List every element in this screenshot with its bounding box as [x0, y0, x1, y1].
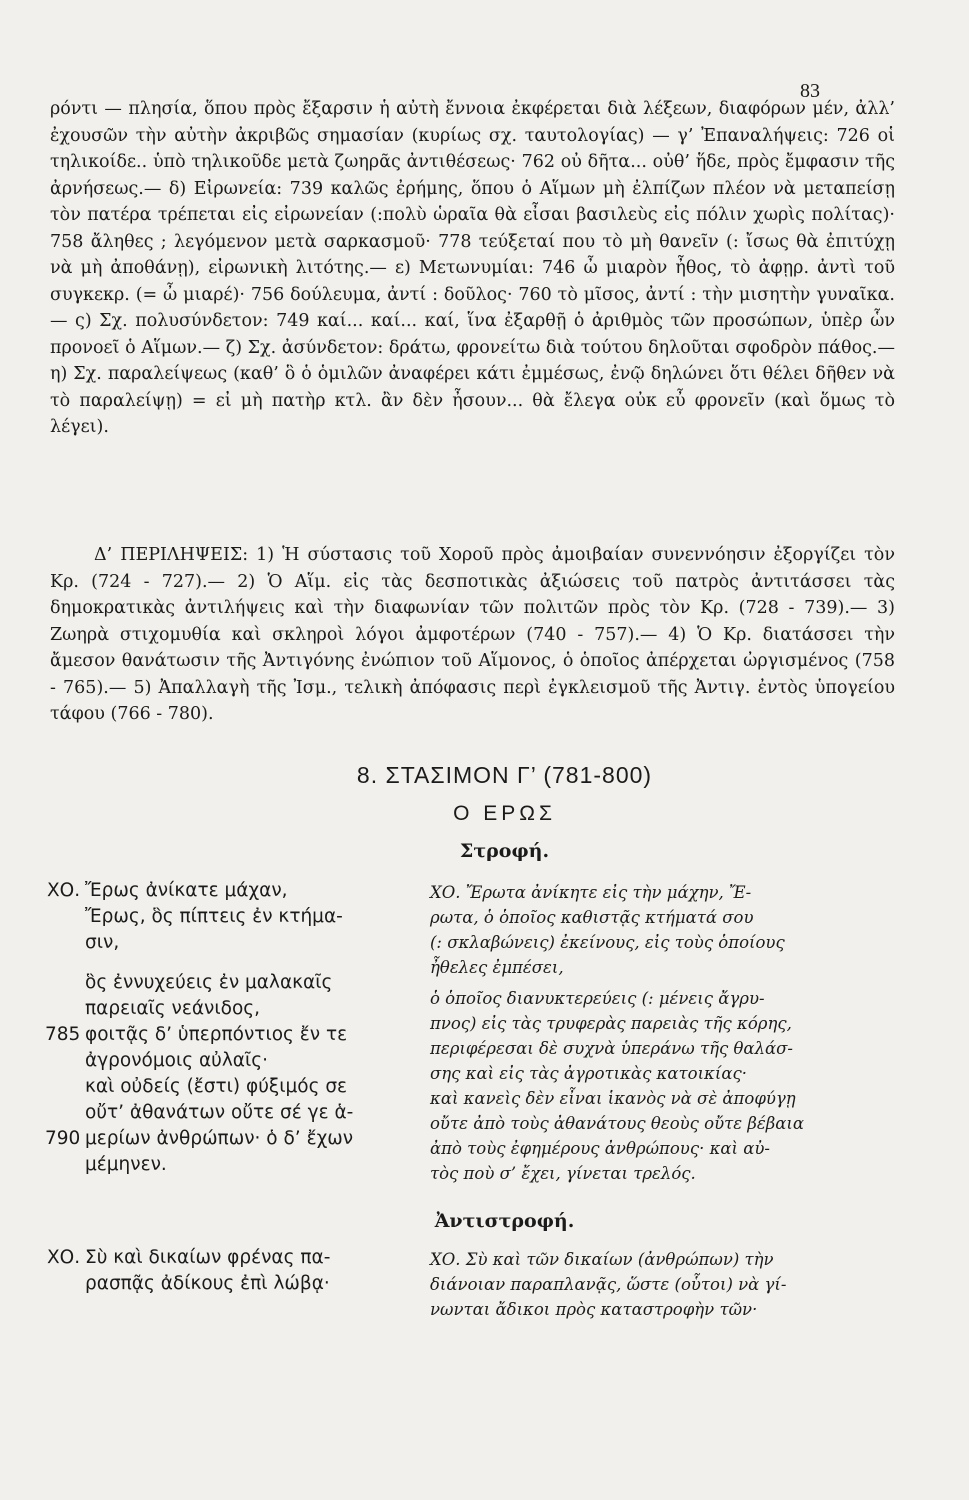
greek-line: ἀγρονόμοις αὐλαῖς·: [85, 1050, 268, 1071]
greek-line: φοιτᾷς δ’ ὑπερπόντιος ἔν τε: [85, 1024, 348, 1045]
translation-line: Ἔρωτα ἀνίκητε εἰς τὴν μάχην, Ἔ-: [465, 883, 752, 902]
translation-line: τὸς ποὺ σ’ ἔχει, γίνεται τρελός.: [430, 1164, 696, 1183]
speaker-label: ΧΟ.: [47, 880, 81, 901]
line-number: 785: [45, 1024, 81, 1045]
translation-line: ἦθελες ἐμπέσει,: [430, 958, 564, 977]
stasimon-title: 8. ΣΤΑΣΙΜΟΝ Γ’ (781-800): [356, 762, 653, 788]
strophe-translation: [430, 880, 830, 1186]
greek-line: μέμηνεν.: [85, 1154, 167, 1175]
antistrophe-greek-text: [47, 1245, 415, 1297]
translation-speaker: ΧΟ.: [430, 1250, 461, 1269]
commentary-text: ρόντι — πλησία, ὅπου πρὸς ἔξαρσιν ἡ αὐτὴ ἔννοια ἐκφέρεται διὰ λέξεων, διαφόρων μέν, ἀλλ’ ἐχουσῶν τὴν αὐτὴν ἀκριβῶς σημασίαν (κυρίως σχ. ταυτολογίας) — γ’ Ἐπαναλήψεις: 726 οἱ τηλικοίδε.. ὑπὸ τηλικοῦδε μετὰ ζωηρᾶς ἀντιθέσεως· 762 οὐ δῆτα... οὐθ’ ἥδε, πρὸς ἔμφασιν τῆς ἀρνήσεως.— δ) Εἰρωνεία: 739 καλῶς ἐρήμης, ὅπου ὁ Αἵμων μὴ ἐλπίζων πλέον νὰ μεταπείσῃ τὸν πατέρα τρέπεται εἰς εἰρωνείαν (:πολὺ ὡραῖα θὰ εἶσαι βασιλεὺς εἰς πόλιν χωρὶς πολίτας)· 758 ἄληθες ; λεγόμενον μετὰ σαρκασμοῦ· 778 τεύξεταί που τὸ μὴ θανεῖν (: ἴσως θὰ ἐπιτύχῃ νὰ μὴ ἀποθάνῃ), εἰρωνικὴ λιτότης.— ε) Μετωνυμίαι: 746 ὦ μιαρὸν ἦθος, τὸ ἀφῃρ. ἀντὶ τοῦ συγκεκρ. (= ὦ μιαρέ)· 756 δούλευμα, ἀντί : δοῦλος· 760 τὸ μῖσος, ἀντί : τὴν μισητὴν γυναῖκα.— ς) Σχ. πολυσύνδετον: 749 καί... καί... καί, ἵνα ἐξαρθῇ ὁ ἀριθμὸς τῶν προσώπων, ὑπὲρ ὧν προνοεῖ ὁ Αἵμων.— ζ) Σχ. ἀσύνδετον: δράτω, φρονείτω διὰ τούτου δηλοῦται σφοδρὸν πάθος.— η) Σχ. παραλείψεως (καθ’ ὃ ὁ ὁμιλῶν ἀναφέρει κάτι ἐμμέσως, ἐνῷ δηλώνει ὅτι θέλει δῆθεν νὰ τὸ παραλείψῃ) = εἰ μὴ πατὴρ κτλ. ἂν δὲν ἦσουν... θὰ ἔλεγα οὐκ εὖ φρονεῖν (καὶ ὅμως τὸ λέγει).: [50, 99, 895, 437]
translation-line: ὁ ὁποῖος διανυκτερεύεις (: μένεις ἄγρυ-: [430, 989, 765, 1008]
summary-paragraph: Δ’ ΠΕΡΙΛΗΨΕΙΣ: 1) Ἡ σύστασις τοῦ Χοροῦ πρὸς ἀμοιβαίαν συνεννόησιν ἐξοργίζει τὸν Κρ. (724 - 727).— 2) Ὁ Αἵμ. εἰς τὰς δεσποτικὰς ἀξιώσεις τοῦ πατρὸς ἀντιτάσσει τὰς δημοκρατικὰς ἀντιλήψεις καὶ τὴν διαφωνίαν τῶν πολιτῶν πρὸς τὸν Κρ. (728 - 739).— 3) Ζωηρὰ στιχομυθία καὶ σκληροὶ λόγοι ἀμφοτέρων (740 - 757).— 4) Ὁ Κρ. διατάσσει τὴν ἄμεσον θανάτωσιν τῆς Ἀντιγόνης ἐνώπιον τοῦ Αἵμονος, ὁ ὁποῖος ἀπέρχεται ὠργισμένος (758 - 765).— 5) Ἀπαλλαγὴ τῆς Ἰσμ., τελικὴ ἀπόφασις περὶ ἐγκλεισμοῦ τῆς Ἀντιγ. ἐντὸς ὑπογείου τάφου (766 - 780).: [50, 545, 895, 724]
page-number: 83: [800, 80, 820, 102]
line-number: 790: [45, 1128, 81, 1149]
strophe-greek-text: [45, 878, 415, 1178]
translation-line: καὶ κανεὶς δὲν εἶναι ἱκανὸς νὰ σὲ ἀποφύγῃ: [430, 1089, 796, 1108]
greek-line: ὃς ἐννυχεύεις ἐν μαλακαῖς: [85, 972, 333, 993]
ode-title: Ο ΕΡΩΣ: [453, 802, 556, 825]
speaker-label: ΧΟ.: [47, 1247, 81, 1268]
translation-line: ἀπὸ τοὺς ἐφημέρους ἀνθρώπους· καὶ αὐ-: [430, 1139, 770, 1158]
translation-line: νωνται ἄδικοι πρὸς καταστροφὴν τῶν·: [430, 1300, 758, 1319]
translation-line: περιφέρεσαι δὲ συχνὰ ὑπεράνω τῆς θαλάσ-: [430, 1039, 794, 1058]
translation-speaker: ΧΟ.: [430, 883, 461, 902]
greek-line: Σὺ καὶ δικαίων φρένας πα-: [85, 1247, 331, 1268]
greek-line: παρειαῖς νεάνιδος,: [85, 998, 261, 1019]
greek-line: σιν,: [85, 932, 120, 953]
translation-line: Σὺ καὶ τῶν δικαίων (ἀνθρώπων) τὴν: [465, 1250, 774, 1269]
greek-line: Ἔρως ἀνίκατε μάχαν,: [85, 880, 288, 901]
greek-line: ρασπᾷς ἀδίκους ἐπὶ λώβᾳ·: [85, 1273, 330, 1294]
greek-line: οὔτ’ ἀθανάτων οὔτε σέ γε ἁ-: [85, 1102, 354, 1123]
commentary-paragraph: [50, 96, 895, 441]
translation-line: ρωτα, ὁ ὁποῖος καθιστᾷς κτήματά σου: [430, 908, 754, 927]
translation-line: σης καὶ εἰς τὰς ἀγροτικὰς κατοικίας·: [430, 1064, 747, 1083]
greek-line: μερίων ἀνθρώπων· ὁ δ’ ἔχων: [85, 1128, 354, 1149]
greek-line: Ἔρως, ὃς πίπτεις ἐν κτήμα-: [85, 906, 343, 927]
strophe-heading: Στροφή.: [459, 840, 550, 862]
translation-line: διάνοιαν παραπλανᾷς, ὥστε (οὗτοι) νὰ γί-: [430, 1275, 787, 1294]
translation-line: πνος) εἰς τὰς τρυφερὰς παρειὰς τῆς κόρης,: [430, 1014, 792, 1033]
antistrophe-heading: Ἀντιστροφή.: [434, 1210, 575, 1232]
translation-line: οὔτε ἀπὸ τοὺς ἀθανάτους θεοὺς οὔτε βέβαια: [430, 1114, 805, 1133]
translation-line: (: σκλαβώνεις) ἐκείνους, εἰς τοὺς ὁποίους: [430, 933, 785, 952]
greek-line: καὶ οὐδείς (ἔστι) φύξιμός σε: [85, 1076, 348, 1097]
antistrophe-translation: [430, 1247, 830, 1322]
